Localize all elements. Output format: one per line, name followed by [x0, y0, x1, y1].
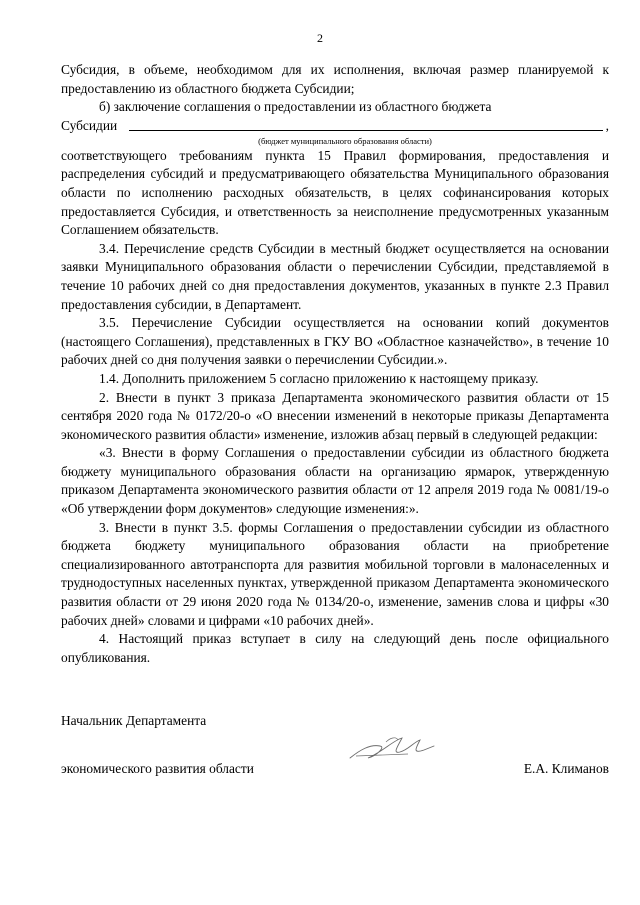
blank-caption: (бюджет муниципального образования области)	[258, 135, 432, 146]
handwritten-signature-icon	[346, 728, 436, 768]
document-body	[61, 61, 609, 667]
signer-title: Начальник Департамента	[61, 713, 207, 728]
paragraph-quote-3: «3. Внести в форму Соглашения о предоставлении субсидии из областного бюджета бюджету муниципального образования области на организацию ярмарок, утвержденную приказом Департамента экономического развития области от 12 апреля 2019 года № 0081/19-о «Об утверждении форм документов» следующие изменения:».	[61, 445, 609, 517]
paragraph-requirements: соответствующего требованиям пункта 15 Правил формирования, предоставления и распределения субсидий и предусматривающего обязательства Муниципального образования области по исполнению расходных обязательств, в целях софинансирования которых предоставляется Субсидия, и ответственность за неисполнение предусмотренных указанным Соглашением обязательств.	[61, 147, 609, 238]
signer-title-line2	[61, 760, 609, 778]
paragraph-item-b: б) заключение соглашения о предоставлении из областного бюджета	[99, 99, 492, 115]
paragraph-3-5: 3.5. Перечисление Субсидии осуществляется на основании копий документов (настоящего Соглашения), представленных в ГКУ ВО «Областное казначейство», в течение 10 рабочих дней со дня получения заявки о перечислении Субсидии.».	[61, 315, 609, 368]
subsidy-blank-line	[61, 117, 609, 136]
paragraph-continuation: Субсидия, в объеме, необходимом для их исполнения, включая размер планируемой к предоставлению из областного бюджета Субсидии;	[61, 62, 609, 96]
paragraph-2: 2. Внести в пункт 3 приказа Департамента экономического развития области от 15 сентября 2020 года № 0172/20-о «О внесении изменений в некоторые приказы Департамента экономического развития области» изменение, изложив абзац первый в следующей редакции:	[61, 389, 609, 442]
paragraph-3: 3. Внести в пункт 3.5. формы Соглашения о предоставлении субсидии из областного бюджета бюджету муниципального образования области на приобретение специализированного автотранспорта для развития мобильной торговли в малонаселенных и труднодоступных населенных пунктах, утвержденной приказом Департамента экономического развития области от 29 июня 2020 года № 0134/20-о, изменение, заменив слова и цифры «30 рабочих дней» словами и цифрами «10 рабочих дней».	[61, 519, 609, 628]
signer-title-line1	[61, 712, 609, 730]
blank-underline	[129, 130, 603, 131]
signer-department: экономического развития области	[61, 761, 254, 776]
signer-name: Е.А. Климанов	[523, 761, 609, 776]
paragraph-1-4: 1.4. Дополнить приложением 5 согласно приложению к настоящему приказу.	[99, 370, 539, 386]
paragraph-3-4: 3.4. Перечисление средств Субсидии в местный бюджет осуществляется на основании заявки Муниципального образования области о перечислении Субсидии, представляемой в течение 10 рабочих дней со дня предоставления документов, указанных в пункте 2.3 Правил предоставления субсидии, в Департамент.	[61, 240, 609, 312]
blank-comma: ,	[605, 117, 609, 133]
paragraph-4: 4. Настоящий приказ вступает в силу на следующий день после официального опубликования.	[61, 631, 609, 665]
page-number: 2	[317, 31, 323, 45]
subsidy-word: Субсидии	[61, 117, 118, 133]
